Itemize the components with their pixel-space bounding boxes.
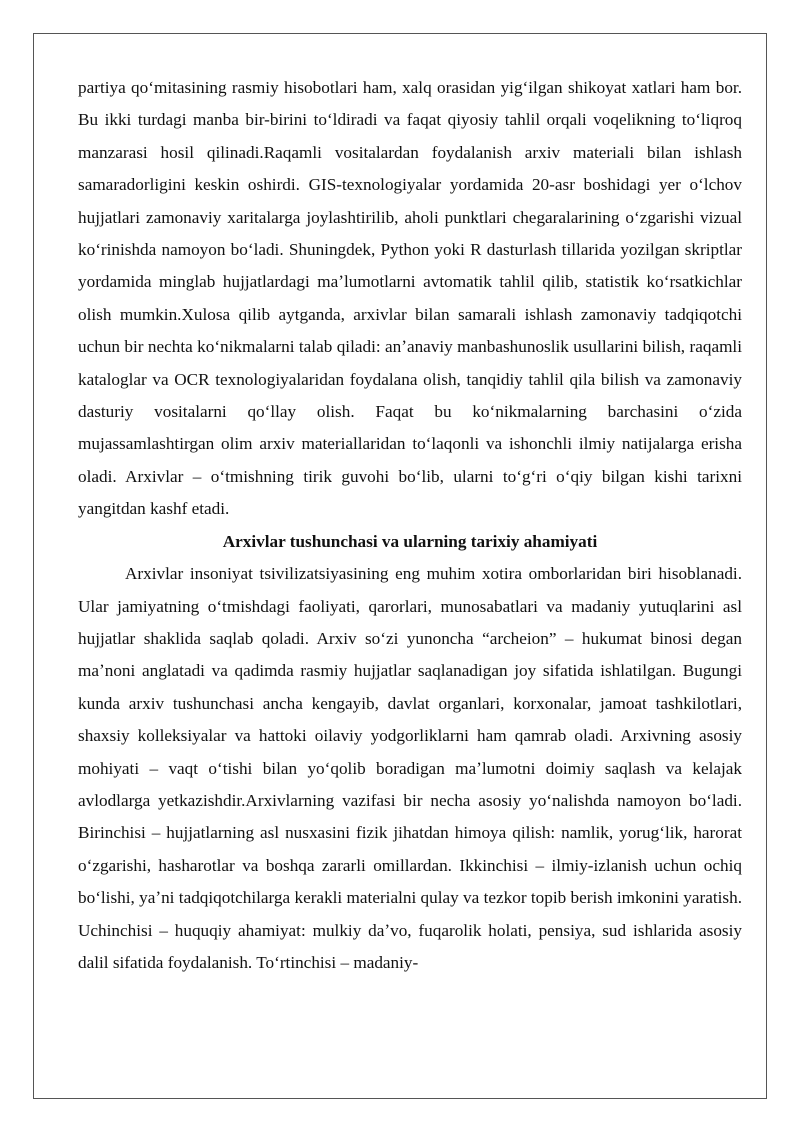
document-body: [78, 72, 742, 979]
section-heading: Arxivlar tushunchasi va ularning tarixiy ahamiyati: [222, 531, 598, 551]
body-paragraph: partiya qoʻmitasining rasmiy hisobotlari ham, xalq orasidan yigʻilgan shikoyat xatlari ham bor. Bu ikki turdagi manba bir-birini toʻldiradi va faqat qiyosiy tahlil orqali voqelikning toʻliqroq manzarasi hosil qilinadi.Raqamli vositalardan foydalanish arxiv materiali bilan ishlash samaradorligini keskin oshirdi. GIS-texnologiyalar yordamida 20-asr boshidagi yer oʻlchov hujjatlari zamonaviy xaritalarga joylashtirilib, aholi punktlari chegaralarining oʻzgarishi vizual koʻrinishda namoyon boʻladi. Shuningdek, Python yoki R dasturlash tillarida yozilgan skriptlar yordamida minglab hujjatlardagi maʼlumotlarni avtomatik tahlil qilib, statistik koʻrsatkichlar olish mumkin.Xulosa qilib aytganda, arxivlar bilan samarali ishlash zamonaviy tadqiqotchi uchun bir nechta koʻnikmalarni talab qiladi: anʼanaviy manbashunoslik usullarini bilish, raqamli kataloglar va OCR texnologiyalaridan foydalana olish, tanqidiy tahlil qila bilish va zamonaviy dasturiy vositalarni qoʻllay olish. Faqat bu koʻnikmalarning barchasini oʻzida mujassamlashtirgan olim arxiv materiallaridan toʻlaqonli va ishonchli ilmiy natijalarga erisha oladi. Arxivlar – oʻtmishning tirik guvohi boʻlib, ularni toʻgʻri oʻqiy bilgan kishi tarixni yangitdan kashf etadi.: [78, 78, 742, 519]
body-paragraph: Arxivlar insoniyat tsivilizatsiyasining eng muhim xotira omborlaridan biri hisoblanadi. Ular jamiyatning oʻtmishdagi faoliyati, qarorlari, munosabatlari va madaniy yutuqlarini asl hujjatlar shaklida saqlab qoladi. Arxiv soʻzi yunoncha “archeion” – hukumat binosi degan maʼnoni anglatadi va qadimda rasmiy hujjatlar saqlanadigan joy sifatida ishlatilgan. Bugungi kunda arxiv tushunchasi ancha kengayib, davlat organlari, korxonalar, jamoat tashkilotlari, shaxsiy kolleksiyalar va hattoki oilaviy yodgorliklarni ham qamrab oladi. Arxivning asosiy mohiyati – vaqt oʻtishi bilan yoʻqolib boradigan maʼlumotni doimiy saqlash va kelajak avlodlarga yetkazishdir.Arxivlarning vazifasi bir necha asosiy yoʻnalishda namoyon boʻladi. Birinchisi – hujjatlarning asl nusxasini fizik jihatdan himoya qilish: namlik, yorugʻlik, harorat oʻzgarishi, hasharotlar va boshqa zararli omillardan. Ikkinchisi – ilmiy-izlanish uchun ochiq boʻlishi, yaʼni tadqiqotchilarga kerakli materialni qulay va tezkor topib berish imkonini yaratish. Uchinchisi – huquqiy ahamiyat: mulkiy daʼvo, fuqarolik holati, pensiya, sud ishlarida asosiy dalil sifatida foydalanish. Toʻrtinchisi – madaniy-: [78, 564, 742, 972]
